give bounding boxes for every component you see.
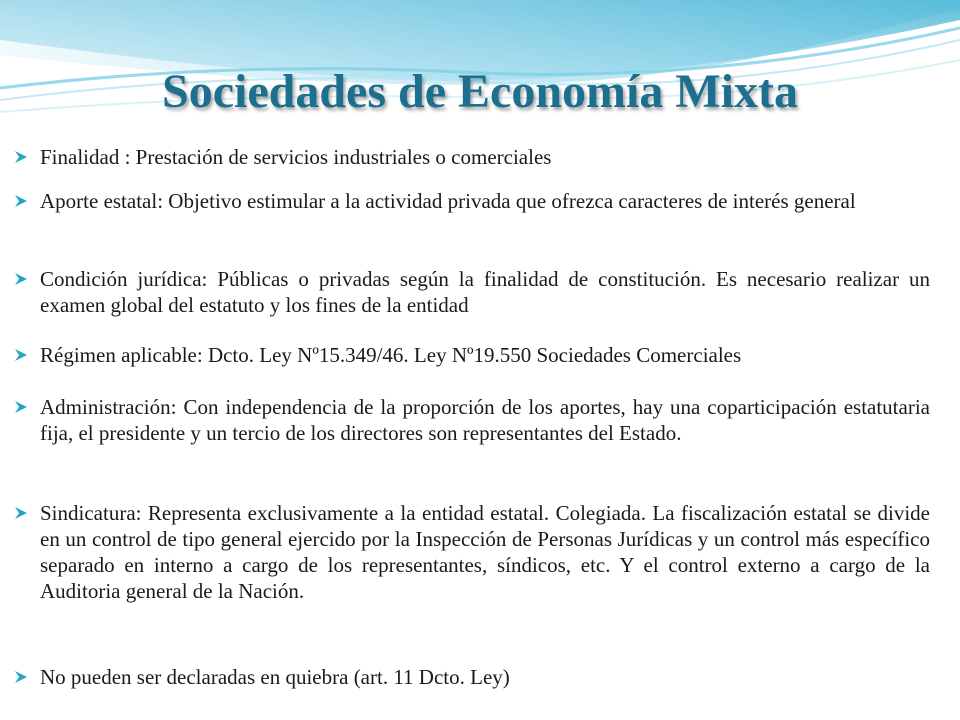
arrowhead-bullet-icon [14, 500, 40, 526]
bullet-text: No pueden ser declaradas en quiebra (art. 11 Dcto. Ley) [40, 665, 510, 689]
arrowhead-bullet-icon [14, 664, 40, 690]
bullet-sindicatura [14, 500, 930, 604]
bullet-finalidad [14, 144, 930, 170]
bullet-text: Aporte estatal: Objetivo estimular a la actividad privada que ofrezca caracteres de interés general [40, 189, 856, 213]
arrowhead-bullet-icon [14, 342, 40, 368]
bullet-text: Condición jurídica: Públicas o privadas según la finalidad de constitución. Es necesario realizar un examen global del estatuto y los fines de la entidad [40, 267, 930, 317]
arrowhead-bullet-icon [14, 266, 40, 292]
slide-title: Sociedades de Economía Mixta [162, 65, 798, 118]
bullet-regimen-aplicable [14, 342, 930, 368]
bullet-aporte-estatal [14, 188, 930, 214]
bullet-text: Sindicatura: Representa exclusivamente a la entidad estatal. Colegiada. La fiscalización estatal se divide en un control de tipo general ejercido por la Inspección de Personas Jurídicas y un control más específico separado en interno a cargo de los representantes, síndicos, etc. Y el control externo a cargo de la Auditoria general de la Nación. [40, 501, 930, 603]
arrowhead-bullet-icon [14, 394, 40, 420]
bullet-text: Finalidad : Prestación de servicios industriales o comerciales [40, 145, 552, 169]
bullet-condicion-juridica [14, 266, 930, 318]
bullet-text: Régimen aplicable: Dcto. Ley Nº15.349/46. Ley Nº19.550 Sociedades Comerciales [40, 343, 742, 367]
bullet-administracion [14, 394, 930, 446]
bullet-quiebra [14, 664, 930, 690]
bullet-text: Administración: Con independencia de la proporción de los aportes, hay una coparticipación estatutaria fija, el presidente y un tercio de los directores son representantes del Estado. [40, 395, 930, 445]
arrowhead-bullet-icon [14, 188, 40, 214]
arrowhead-bullet-icon [14, 144, 40, 170]
